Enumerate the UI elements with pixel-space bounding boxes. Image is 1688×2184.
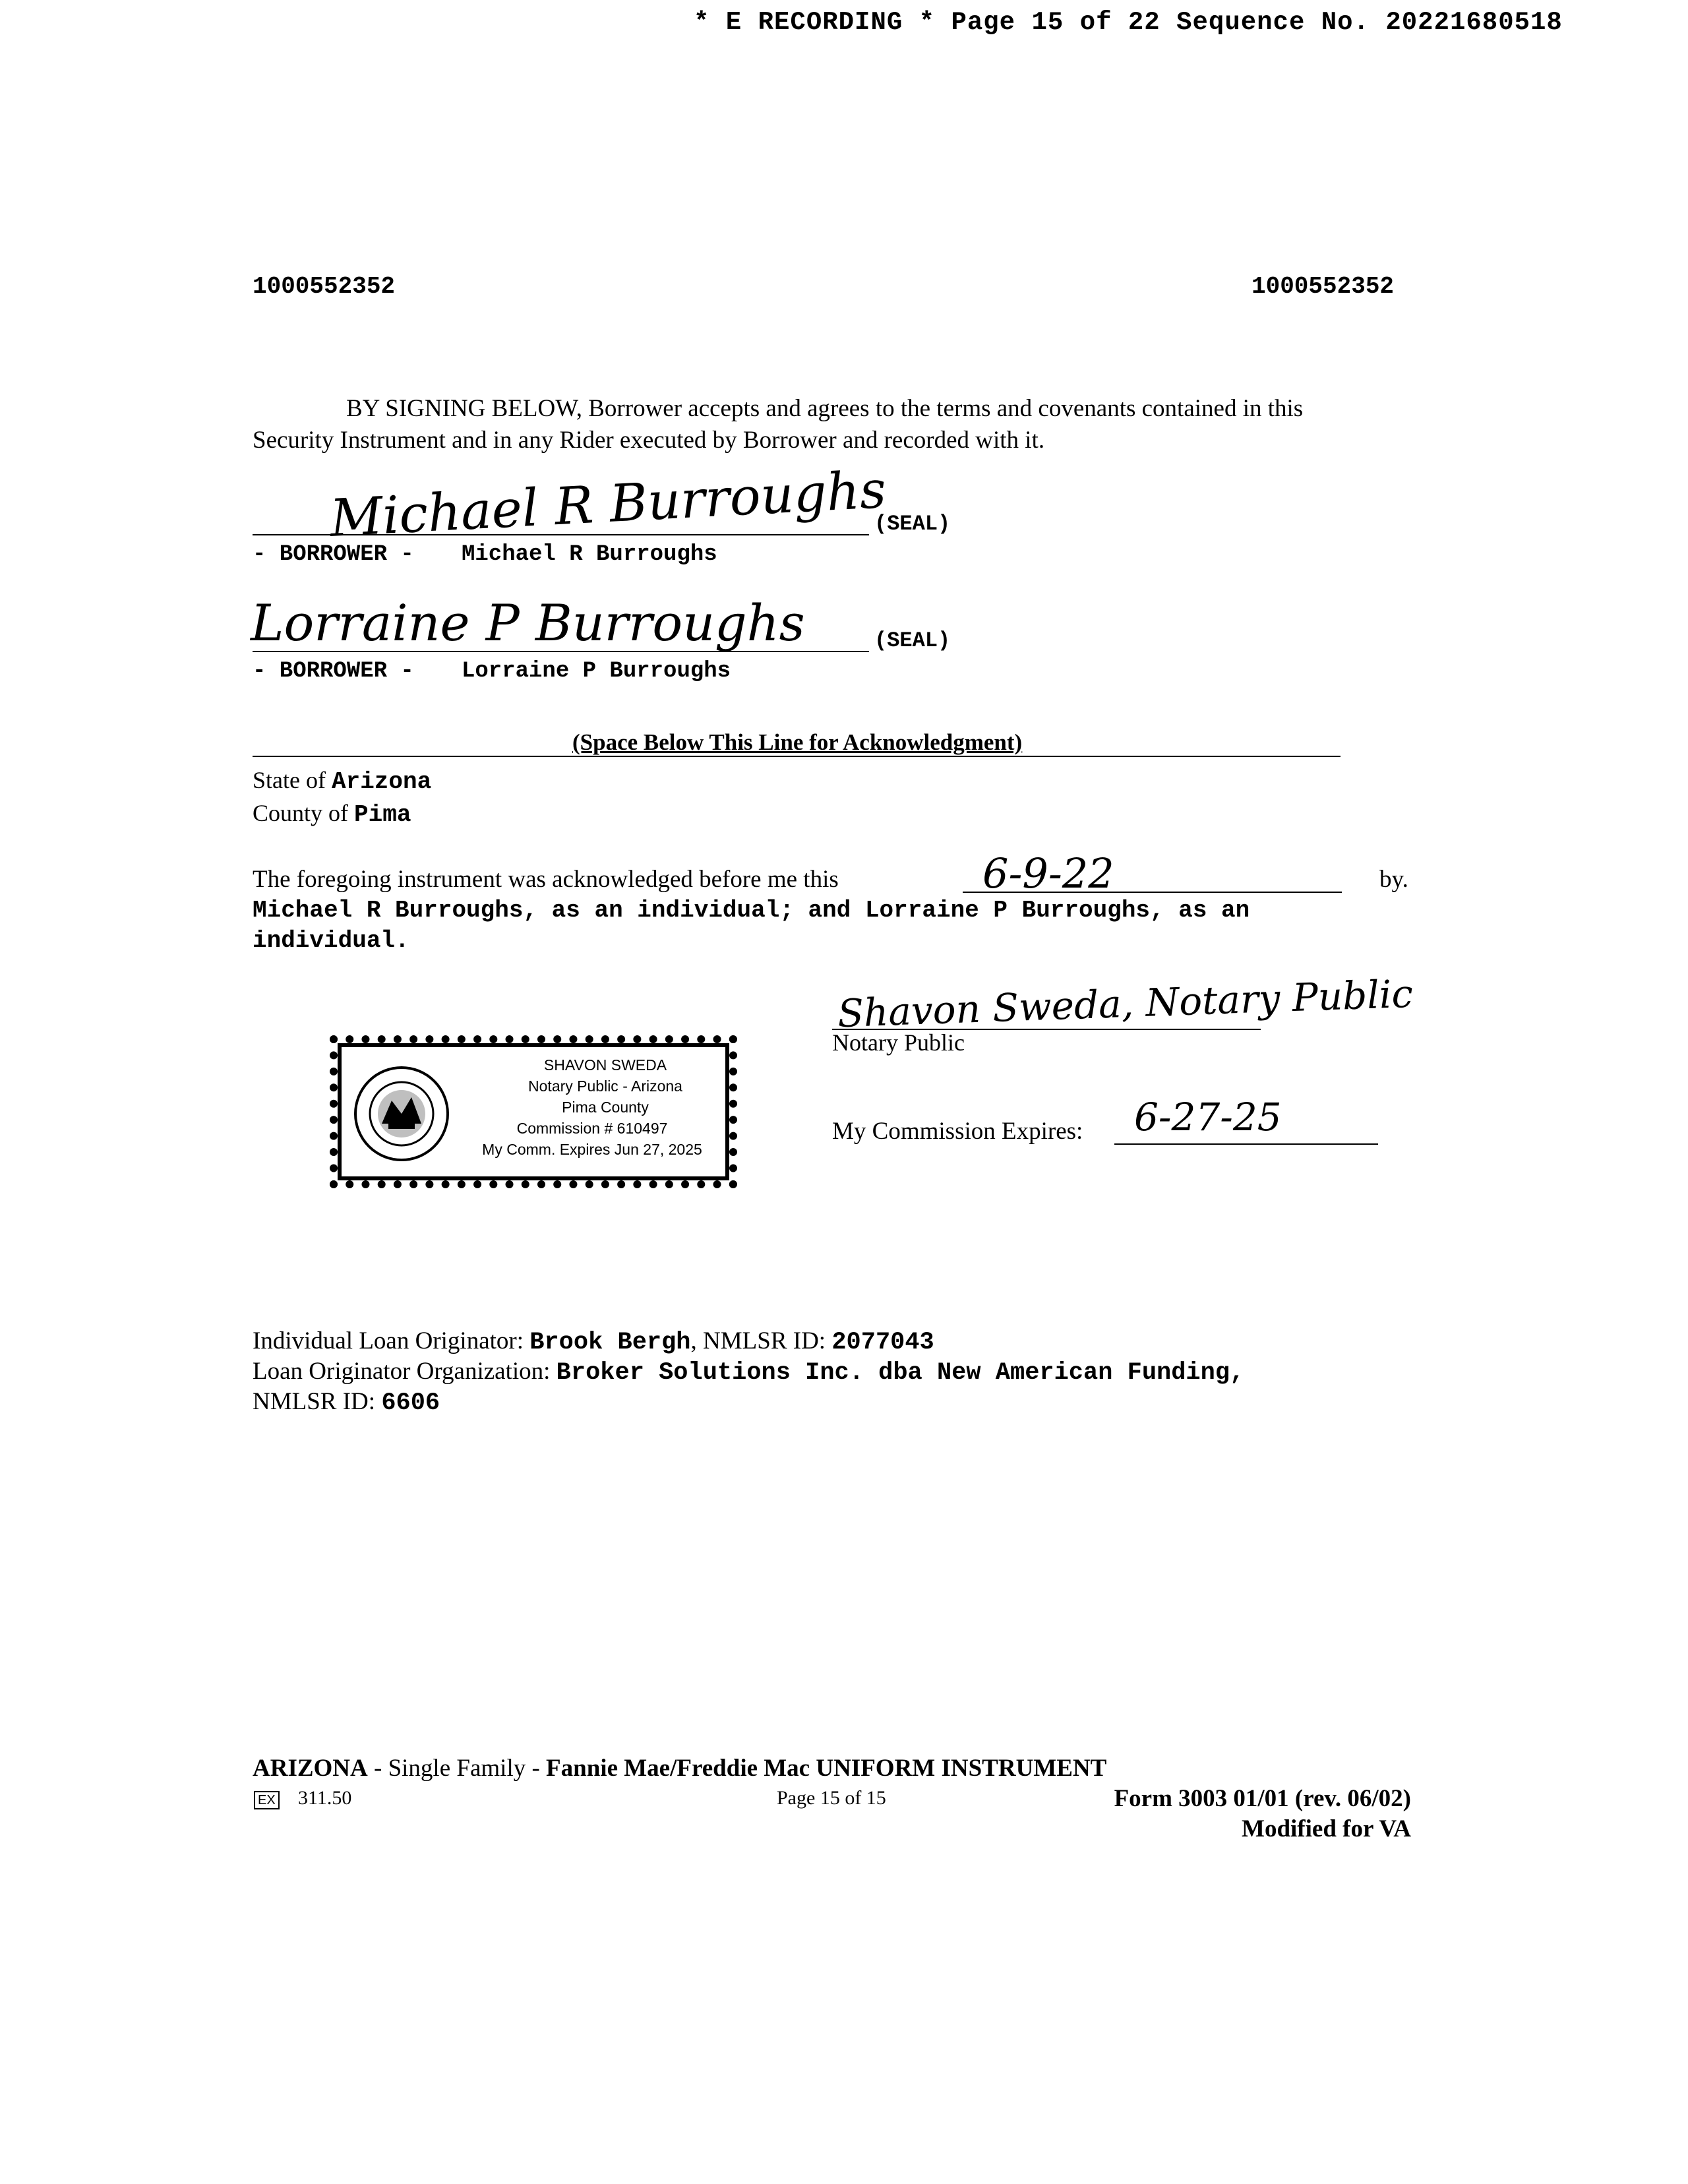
footer-title-instrument: Fannie Mae/Freddie Mac UNIFORM INSTRUMENT xyxy=(546,1755,1107,1782)
acknowledgment-date-line xyxy=(963,892,1342,893)
borrower-2-seal: (SEAL) xyxy=(874,628,951,653)
borrower-1-seal: (SEAL) xyxy=(874,512,951,536)
footer-page: Page 15 of 15 xyxy=(777,1787,886,1809)
loan-number-right: 1000552352 xyxy=(1251,273,1395,300)
acknowledgment-rule xyxy=(253,756,1341,757)
borrower-1-signature: Michael R Burroughs xyxy=(328,460,888,549)
footer-form: Form 3003 01/01 (rev. 06/02) xyxy=(1114,1785,1411,1812)
individual-nmlsr-label: , NMLSR ID: xyxy=(690,1327,826,1354)
commission-date: 6-27-25 xyxy=(1134,1095,1282,1139)
borrower-2-signature-line xyxy=(253,651,869,652)
county-line xyxy=(253,799,411,828)
county-value: Pima xyxy=(354,801,411,828)
stamp-notary-name: SHAVON SWEDA xyxy=(543,1056,667,1074)
loan-number-left: 1000552352 xyxy=(253,273,396,300)
stamp-expires: My Comm. Expires Jun 27, 2025 xyxy=(482,1141,702,1158)
footer-title-state: ARIZONA xyxy=(253,1755,368,1782)
org-originator-line xyxy=(253,1357,1244,1387)
borrower-2-signature: Lorraine P Burroughs xyxy=(251,593,805,652)
borrower-2-role: - BORROWER - xyxy=(253,659,414,684)
commission-label: My Commission Expires: xyxy=(832,1118,1083,1145)
org-nmlsr-line xyxy=(253,1387,440,1417)
org-nmlsr-id: 6606 xyxy=(381,1389,440,1417)
notary-signature: Shavon Sweda, Notary Public xyxy=(837,971,1414,1037)
form-code-badge: EX xyxy=(254,1791,280,1809)
stamp-commission: Commission # 610497 xyxy=(516,1120,668,1137)
org-nmlsr-label: NMLSR ID: xyxy=(253,1388,376,1415)
borrower-1-role: - BORROWER - xyxy=(253,542,414,567)
stamp-county: Pima County xyxy=(562,1099,649,1116)
signing-clause-line1: BY SIGNING BELOW, Borrower accepts and agrees to the terms and covenants contained in this xyxy=(346,395,1304,422)
form-code: 311.50 xyxy=(298,1787,352,1809)
parties-line2: individual. xyxy=(253,927,409,954)
individual-originator-line xyxy=(253,1327,934,1356)
notary-stamp xyxy=(338,1043,729,1180)
acknowledgment-date: 6-9-22 xyxy=(982,849,1114,897)
org-originator-name: Broker Solutions Inc. dba New American Funding, xyxy=(556,1359,1245,1387)
footer-title xyxy=(253,1754,1106,1782)
acknowledgment-heading: (Space Below This Line for Acknowledgment) xyxy=(572,729,1023,755)
recording-stamp: * E RECORDING * Page 15 of 22 Sequence No. 20221680518 xyxy=(694,8,1563,37)
by-text: by. xyxy=(1379,866,1408,893)
foregoing-text: The foregoing instrument was acknowledged before me this xyxy=(253,866,839,893)
state-line xyxy=(253,766,431,795)
footer-modified: Modified for VA xyxy=(1242,1815,1411,1842)
individual-originator-label: Individual Loan Originator: xyxy=(253,1327,524,1354)
state-label: State of xyxy=(253,767,326,793)
state-value: Arizona xyxy=(331,768,432,795)
borrower-2-name: Lorraine P Burroughs xyxy=(462,659,731,684)
individual-originator-name: Brook Bergh xyxy=(529,1329,691,1356)
commission-date-line xyxy=(1114,1143,1378,1145)
arizona-seal-icon xyxy=(352,1064,451,1163)
signing-clause-line2: Security Instrument and in any Rider executed by Borrower and recorded with it. xyxy=(253,427,1045,454)
borrower-1-name: Michael R Burroughs xyxy=(462,542,717,567)
notary-label: Notary Public xyxy=(832,1029,965,1056)
footer-title-sep: - Single Family - xyxy=(367,1755,547,1782)
stamp-notary-title: Notary Public - Arizona xyxy=(528,1077,682,1095)
borrower-1-signature-line xyxy=(253,534,869,535)
parties-line1: Michael R Burroughs, as an individual; and Lorraine P Burroughs, as an xyxy=(253,897,1250,924)
individual-nmlsr-id: 2077043 xyxy=(831,1329,934,1356)
county-label: County of xyxy=(253,800,349,826)
org-originator-label: Loan Originator Organization: xyxy=(253,1358,551,1385)
